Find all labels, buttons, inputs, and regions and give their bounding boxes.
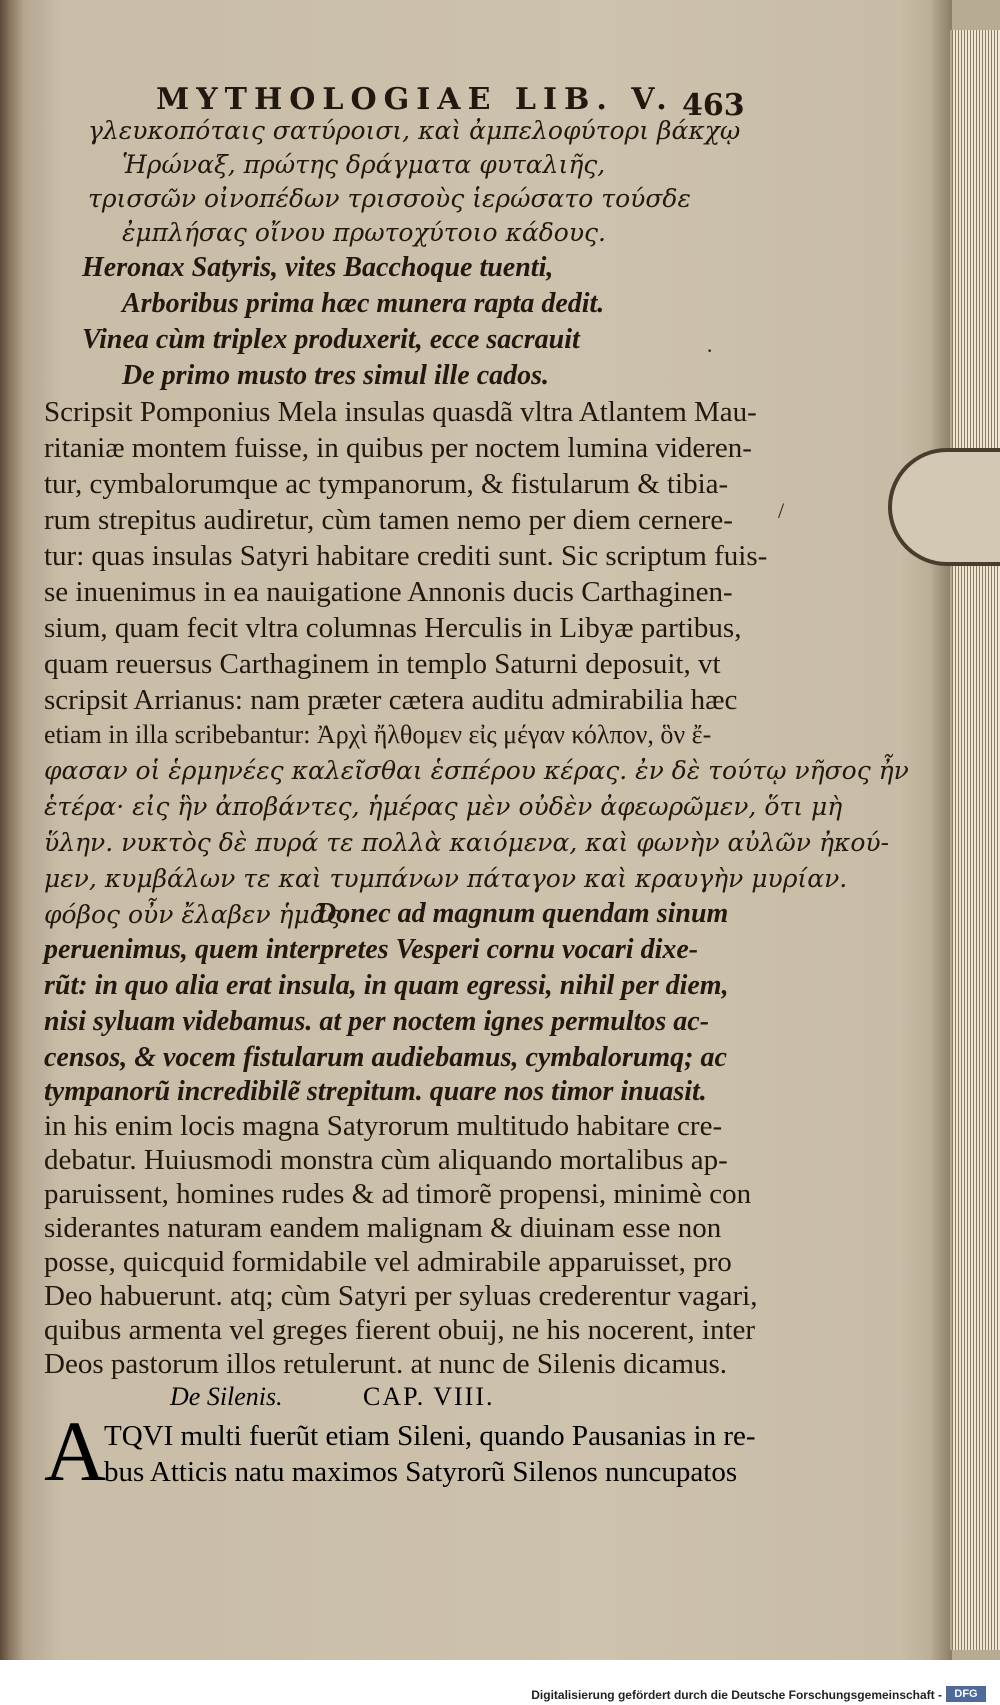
dfg-logo: DFG [946, 1686, 986, 1702]
latin-translation-line: tympanorũ incredibilẽ strepitum. quare nos timor inuasit. [44, 1076, 707, 1107]
book-page [26, 26, 930, 1660]
chapter-text-line: TQVI multi fuerũt etiam Sileni, quando Pausanias in re- [104, 1420, 756, 1452]
greek-epigram-line: τρισσῶν οἰνοπέδων τρισσοὺς ἱερώσατο τούσδε [88, 184, 691, 213]
page-number: 463 [682, 88, 745, 123]
latin-verse-line: Arboribus prima hæc munera rapta dedit. [122, 288, 605, 319]
prose-line: rum strepitus audiretur, cùm tamen nemo per diem cernere- [44, 504, 733, 536]
margin-mark: / [778, 498, 785, 523]
prose-line: tur: quas insulas Satyri habitare crediti sunt. Sic scriptum fuis- [44, 540, 768, 572]
latin-translation-line: peruenimus, quem interpretes Vesperi cornu vocari dixe- [44, 934, 699, 965]
prose-line: ritaniæ montem fuisse, in quibus per noctem lumina videren- [44, 432, 752, 464]
prose-line: sium, quam fecit vltra columnas Herculis in Libyæ partibus, [44, 612, 742, 644]
prose-line: paruissent, homines rudes & ad timorẽ propensi, minimè con [44, 1178, 752, 1210]
footer-credit: Digitalisierung gefördert durch die Deutsche Forschungsgemeinschaft - [531, 1688, 942, 1702]
latin-translation-line: censos, & vocem fistularum audiebamus, cymbalorumq; ac [44, 1042, 727, 1073]
prose-line: in his enim locis magna Satyrorum multitudo habitare cre- [44, 1110, 723, 1142]
prose-line: tur, cymbalorumque ac tympanorum, & fistularum & tibia- [44, 468, 729, 500]
chapter-number: CAP. VIII. [363, 1382, 495, 1411]
running-head: MYTHOLOGIAE LIB. V. [156, 82, 674, 117]
margin-dot: · [706, 338, 714, 363]
greek-epigram-line: γλευκοπόταις σατύροισι, καὶ ἀμπελοφύτορι βάκχῳ [88, 116, 741, 145]
prose-line: se inuenimus in ea nauigatione Annonis ducis Carthaginen- [44, 576, 733, 608]
prose-line: quam reuersus Carthaginem in templo Saturni deposuit, vt [44, 648, 721, 680]
page-edge-shadow [930, 0, 952, 1660]
prose-line: Scripsit Pomponius Mela insulas quasdã vltra Atlantem Mau- [44, 396, 757, 428]
latin-verse-line: De primo musto tres simul ille cados. [122, 360, 550, 391]
greek-quote-line: ἑτέρα· εἰς ἣν ἀποβάντες, ἡμέρας μὲν οὐδὲν ἀφεωρῶμεν, ὅτι μὴ [44, 792, 843, 821]
prose-line: siderantes naturam eandem malignam & diuinam esse non [44, 1212, 722, 1244]
greek-epigram-line: Ἡρώναξ, πρώτης δράγματα φυταλιῆς, [122, 150, 606, 179]
greek-epigram-line: ἐμπλήσας οἴνου πρωτοχύτοιο κάδους. [122, 218, 607, 247]
chapter-title: De Silenis. [170, 1382, 283, 1411]
latin-translation-start: Donec ad magnum quendam sinum [316, 898, 729, 929]
prose-line: scripsit Arrianus: nam præter cætera auditu admirabilia hæc [44, 684, 738, 716]
page-stack-edge [950, 30, 1000, 1650]
chapter-text-line: bus Atticis natu maximos Satyrorũ Silenos nuncupatos [104, 1456, 738, 1488]
prose-line: posse, quicquid formidabile vel admirabile apparuisset, pro [44, 1246, 732, 1278]
latin-verse-line: Heronax Satyris, vites Bacchoque tuenti, [82, 252, 554, 283]
prose-line: Deo habuerunt. atq; cùm Satyri per syluas crederentur vagari, [44, 1280, 758, 1312]
greek-quote-line: μεν, κυμβάλων τε καὶ τυμπάνων πάταγον καὶ κραυγὴν μυρίαν. [44, 864, 848, 893]
latin-translation-line: nisi syluam videbamus. at per noctem ignes permultos ac- [44, 1006, 710, 1037]
prose-line: quibus armenta vel greges fierent obuij, ne his nocerent, inter [44, 1314, 756, 1346]
prose-line: debatur. Huiusmodi monstra cùm aliquando mortalibus ap- [44, 1144, 728, 1176]
prose-line: etiam in illa scribebantur: Ἀρχὶ ἤλθομεν εἰς μέγαν κόλπον, ὃν ἔ- [44, 720, 712, 749]
greek-quote-line: ὕλην. νυκτὸς δὲ πυρά τε πολλὰ καιόμενα, καὶ φωνὴν αὐλῶν ἠκού- [44, 828, 890, 857]
latin-verse-line: Vinea cùm triplex produxerit, ecce sacrauit [82, 324, 580, 355]
prose-line: Deos pastorum illos retulerunt. at nunc de Silenis dicamus. [44, 1348, 727, 1380]
drop-capital: A [44, 1403, 107, 1499]
greek-quote-line: φασαν οἱ ἑρμηνέες καλεῖσθαι ἑσπέρου κέρας. ἐν δὲ τούτῳ νῆσος ἦν [44, 756, 909, 785]
greek-quote-line: φόβος οὖν ἔλαβεν ἡμᾶς. [44, 900, 349, 929]
latin-translation-line: rũt: in quo alia erat insula, in quam egressi, nihil per diem, [44, 970, 729, 1001]
